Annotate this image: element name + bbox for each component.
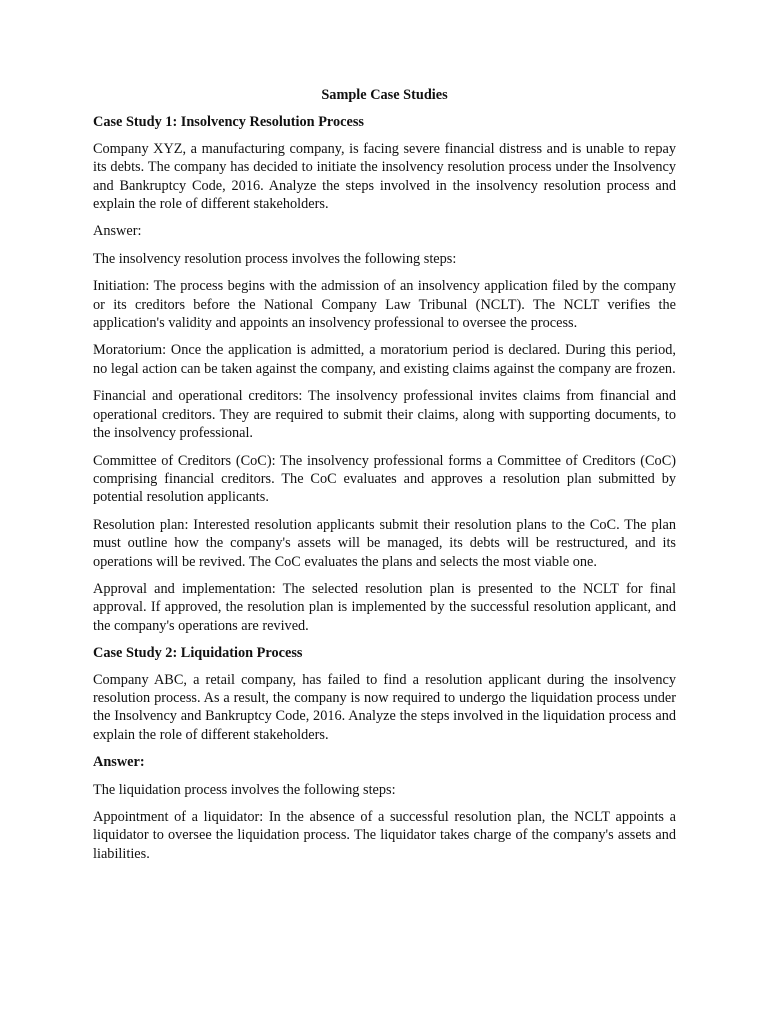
case-study-1-step-resolution-plan: Resolution plan: Interested resolution applicants submit their resolution plans to the CoC. The plan must outline how the company's assets will be managed, its debts will be restructured, and its operations will be revived. The CoC evaluates the plans and selects the most viable one. (93, 516, 676, 570)
case-study-1-step-creditors: Financial and operational creditors: The insolvency professional invites claims from financial and operational creditors. They are required to submit their claims, along with supporting documents, to the insolvency professional. (93, 388, 676, 442)
case-study-1-step-coc: Committee of Creditors (CoC): The insolvency professional forms a Committee of Creditors (CoC) comprising financial creditors. The CoC evaluates and approves a resolution plan submitted by potential resolution applicants. (93, 452, 676, 506)
document-title: Sample Case Studies (321, 87, 448, 103)
case-study-2-step-liquidator: Appointment of a liquidator: In the absence of a successful resolution plan, the NCLT appoints a liquidator to oversee the liquidation process. The liquidator takes charge of the company's assets and liabilities. (93, 809, 676, 862)
case-study-2-lead: The liquidation process involves the following steps: (93, 781, 396, 798)
document-page (93, 86, 676, 872)
case-study-1-intro: Company XYZ, a manufacturing company, is facing severe financial distress and is unable to repay its debts. The company has decided to initiate the insolvency resolution process under the Insolvency and Bankruptcy Code, 2016. Analyze the steps involved in the insolvency resolution process and explain the role of different stakeholders. (93, 140, 676, 213)
case-study-2-intro: Company ABC, a retail company, has failed to find a resolution applicant during the insolvency resolution process. As a result, the company is now required to undergo the liquidation process under the Insolvency and Bankruptcy Code, 2016. Analyze the steps involved in the liquidation process and explain the role of different stakeholders. (93, 671, 676, 743)
case-study-1-answer-label: Answer: (93, 223, 142, 240)
case-study-1-step-approval: Approval and implementation: The selected resolution plan is presented to the NCLT for final approval. If approved, the resolution plan is implemented by the successful resolution applicant, and the company's operations are revived. (93, 580, 676, 634)
case-study-2-heading: Case Study 2: Liquidation Process (93, 645, 303, 662)
case-study-2-answer-label: Answer: (93, 754, 145, 771)
case-study-1-step-initiation: Initiation: The process begins with the admission of an insolvency application filed by the company or its creditors before the National Company Law Tribunal (NCLT). The NCLT verifies the application's validity and appoints an insolvency professional to oversee the process. (93, 278, 676, 332)
case-study-1-heading: Case Study 1: Insolvency Resolution Process (93, 114, 364, 131)
case-study-1-lead: The insolvency resolution process involves the following steps: (93, 250, 457, 267)
case-study-1-step-moratorium: Moratorium: Once the application is admitted, a moratorium period is declared. During this period, no legal action can be taken against the company, and existing claims against the company are frozen. (93, 342, 676, 377)
